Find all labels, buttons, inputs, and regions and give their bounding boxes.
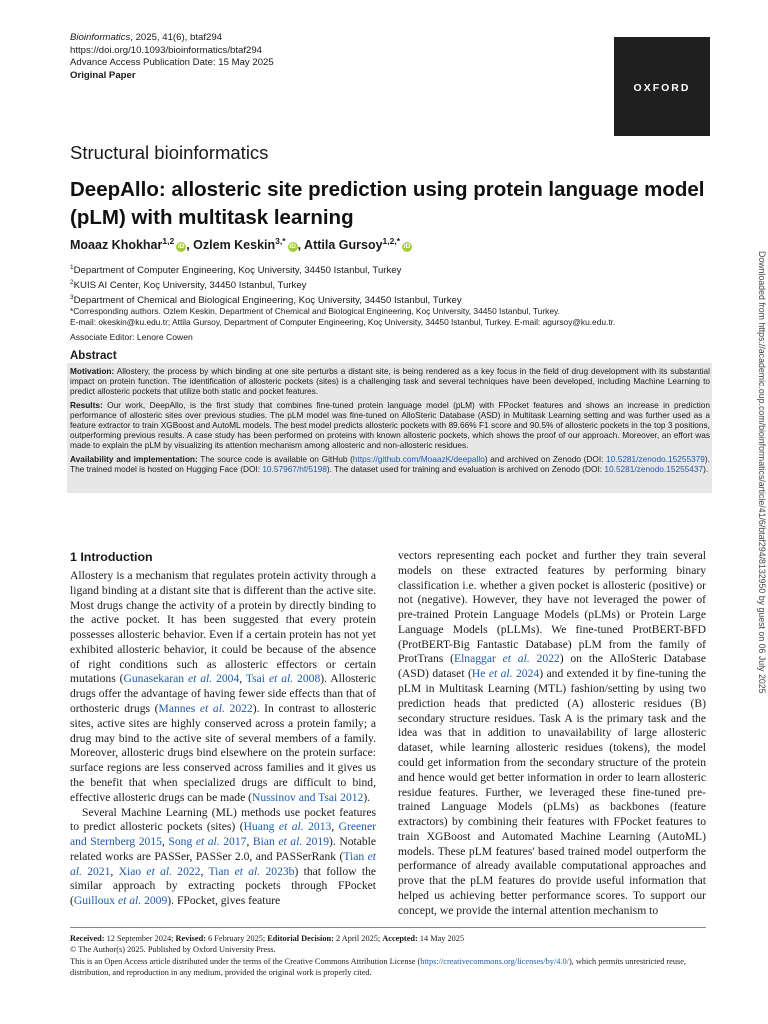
abstract-body bbox=[70, 366, 710, 477]
citation-link[interactable]: Huang et al. 2013 bbox=[243, 820, 332, 834]
abstract-availability: Availability and implementation: The source code is available on GitHub (https://github.com/MoaazK/deepallo) and archived on Zenodo (DOI: 10.5281/zenodo.15255379). The trained model is hosted on Hugging Face (DOI: 10.57967/hf/5198). The dataset used for training and evaluation is archived on Zenodo (DOI: 10.5281/zenodo.15255437). bbox=[70, 453, 710, 474]
body-column-right bbox=[398, 549, 706, 919]
author-name[interactable]: Moaaz Khokhar bbox=[70, 238, 163, 253]
doi-link[interactable]: https://doi.org/10.1093/bioinformatics/btaf294 bbox=[70, 44, 262, 56]
corresponding-authors bbox=[70, 306, 710, 328]
affiliation-item: $^2$KUIS AI Center, Koç University, 34450 Istanbul, Turkey bbox=[70, 279, 307, 292]
affiliation-item: $^1$Department of Computer Engineering, Koç University, 34450 Istanbul, Turkey bbox=[70, 264, 402, 277]
footer-divider bbox=[70, 927, 706, 928]
body-column-left bbox=[70, 549, 376, 909]
oxford-logo bbox=[614, 37, 710, 136]
affiliations bbox=[70, 262, 710, 308]
correspondence-line: E-mail: okeskin@ku.edu.tr; Attila Gursoy, Department of Computer Engineering, Koç University, 34450 Istanbul, Turkey. E-mail: agursoy@ku.edu.tr. bbox=[70, 316, 616, 327]
body-paragraph: vectors representing each pocket and further they train several models on these extracted features by performing binary classification i.e. whether a given pocket is allosteric (positive) or not (negative). However, they have not leveraged the power of pre-trained Protein Language Models (pLMs) or Protein Large Language Models (pLLMs). We fine-tuned ProtBERT-BFD (ProtBERT-Big Fantastic Database) pLM from the family of ProtTrans (Elnaggar et al. 2022) on the AlloSteric Database (ASD) dataset (He et al. 2024) and extended it by fine-tuning the pLM in Multitask Learning (MTL) fashion/setting by using two prediction heads that predicted (A) allosteric residues (B) secondary structure residues. Task A is the primary task and the idea was that in addition to unavailability of large allosteric dataset, while learning allosteric residues (tokens), the model could get information from the secondary structure of the protein and hence would get better information in order to learn allosteric residue features. Further, we leveraged these fine-tuned pre-trained Language Models (pLMs) as backbones (feature extractors) by combining their features with FPocket features to train XGBoost and Automated Machine Learning (AutoML) models. These pLM features' based trained model outperform the performance of already available computational approaches and prove that the pLM features do provide useful information that helped us achieving better performance scores. To support our concept, we provide the internal attention mechanism to bbox=[398, 549, 707, 917]
citation-link[interactable]: Mannes et al. 2022 bbox=[158, 702, 253, 716]
paper-type: Original Paper bbox=[70, 69, 136, 81]
orcid-icon[interactable]: iD bbox=[177, 243, 185, 251]
introduction-heading: 1 Introduction bbox=[70, 550, 153, 564]
section-label: Structural bioinformatics bbox=[70, 142, 269, 163]
author-name[interactable]: Attila Gursoy bbox=[304, 238, 383, 253]
journal-citation bbox=[70, 32, 470, 45]
correspondence-line: *Corresponding authors. Ozlem Keskin, Department of Chemical and Biological Engineering, Koç University, 34450 Istanbul, Turkey. bbox=[70, 306, 560, 316]
oxford-logo-text: OXFORD bbox=[633, 82, 691, 94]
citation-link[interactable]: Gunasekaran et al. 2004 bbox=[123, 672, 240, 686]
author-affiliation-sup: 1,2 bbox=[162, 236, 175, 246]
download-watermark: Downloaded from https://academic.oup.com/bioinformatics/article/41/6/btaf294/8132950 by guest on 06 July 2025 bbox=[757, 251, 767, 694]
author-name[interactable]: Ozlem Keskin bbox=[193, 238, 276, 253]
citation-link[interactable]: Nussinov and Tsai 2012 bbox=[251, 790, 364, 804]
article-title: DeepAllo: allosteric site prediction using protein language model (pLM) with multitask learning bbox=[70, 178, 705, 229]
citation-link[interactable]: Guilloux et al. 2009 bbox=[73, 894, 168, 908]
github-link[interactable]: https://github.com/MoaazK/deepallo bbox=[352, 453, 485, 464]
publication-dates: Received: 12 September 2024; Revised: 6 February 2025; Editorial Decision: 2 April 2025; Accepted: 14 May 2025 bbox=[70, 934, 465, 943]
abstract-results: Results: Our work, DeepAllo, is the first study that combines fine-tuned protein language model (pLM) with FPocket features and shows an increase in prediction performance of allosteric sites over previous studies. The pLM model was fine-tuned on AlloSteric Database (ASD) in Multitask Learning setting and was further used as a feature extractor to train XGBoost and AutoML models. The best model predicts allosteric pockets with 89.66% F1 score and 90.5% of allosteric pockets in the top 3 positions, outperforming previous results. A case study has been performed on proteins with known allosteric pockets, which shows the proof of our approach. Moreover, an effort was made to explain the pLM by visualizing its attention mechanism among allosteric and non-allosteric residues. bbox=[70, 399, 710, 451]
author-list: Moaaz Khokhar$^{1,2}$iD , Ozlem Keskin$^{3,*}$iD , Attila Gursoy$^{1,2,*}$iD bbox=[70, 236, 411, 253]
author-affiliation-sup: 3,* bbox=[275, 236, 286, 246]
citation-link[interactable]: Tian et al. 2023b bbox=[208, 864, 295, 878]
journal-name: Bioinformatics bbox=[70, 32, 131, 43]
citation-link[interactable]: Tian et al. 2021 bbox=[70, 849, 376, 878]
affiliation-item: $^3$Department of Chemical and Biological Engineering, Koç University, 34450 Istanbul, Turkey bbox=[70, 294, 462, 307]
body-paragraph: Allostery is a mechanism that regulates protein activity through a ligand binding at a distant site that is different than the active site. Most drugs change the activity of a protein by directly binding to the active pocket. It has been suggested that every protein possesses allosteric behavior. Even if a certain protein has not yet exhibited allosteric behavior, it could be because of the absence of right conditions such as allosteric effectors or certain mutations (Gunasekaran et al. 2004, Tsai et al. 2008). Allosteric drugs offer the advantage of having fewer side effects than that of orthosteric drugs (Mannes et al. 2022). In contrast to allosteric sites, active sites are highly conserved across a protein family; a drug may bind to the active site of several members of a family. Moreover, allosteric drugs bind elsewhere on the protein surface: surface regions are less conserved across families and it gives us the benefit that when specialized drugs are difficult to bind, effective allosteric drugs can be made (Nussinov and Tsai 2012). bbox=[70, 569, 376, 804]
article-footer bbox=[70, 933, 710, 979]
body-paragraph: Several Machine Learning (ML) methods use pocket features to predict allosteric pockets (sites) (Huang et al. 2013, Greener and Sternberg 2015, Song et al. 2017, Bian et al. 2019). Notable related works are PASSer, PASSer 2.0, and PASSerRank (Tian et al. 2021, Xiao et al. 2022, Tian et al. 2023b) that follow the similar approach by extracting pockets through FPocket (Guilloux et al. 2009). FPocket, gives feature bbox=[70, 805, 377, 908]
citation-link[interactable]: Greener and Sternberg 2015 bbox=[70, 820, 376, 849]
citation-volume: , 2025, 41(6), btaf294 bbox=[130, 32, 222, 43]
citation-link[interactable]: Xiao et al. 2022 bbox=[118, 864, 201, 878]
article-header-meta bbox=[70, 32, 470, 82]
citation-link[interactable]: Elnaggar et al. 2022 bbox=[453, 652, 560, 666]
citation-link[interactable]: Tsai et al. 2008 bbox=[245, 672, 321, 686]
citation-link[interactable]: He et al. 2024 bbox=[471, 667, 540, 681]
citation-link[interactable]: Song et al. 2017 bbox=[168, 835, 247, 849]
citation-link[interactable]: Bian et al. 2019 bbox=[252, 835, 329, 849]
license-link[interactable]: https://creativecommons.org/licenses/by/4.0/ bbox=[420, 956, 569, 966]
license-notice: This is an Open Access article distributed under the terms of the Creative Commons Attribution License (https://creativecommons.org/licenses/by/4.0/), which permits unrestricted reuse, distribution, and reproduction in any medium, provided the original work is properly cited. bbox=[70, 956, 686, 978]
associate-editor: Associate Editor: Lenore Cowen bbox=[70, 332, 193, 342]
huggingface-doi-link[interactable]: 10.57967/hf/5198 bbox=[262, 463, 327, 474]
zenodo-dataset-doi-link[interactable]: 10.5281/zenodo.15255437 bbox=[604, 463, 704, 474]
copyright-notice: © The Author(s) 2025. Published by Oxford University Press. bbox=[70, 945, 276, 955]
zenodo-code-doi-link[interactable]: 10.5281/zenodo.15255379 bbox=[606, 453, 705, 464]
abstract-heading: Abstract bbox=[70, 350, 117, 362]
orcid-icon[interactable]: iD bbox=[289, 243, 296, 251]
advance-access-date: Advance Access Publication Date: 15 May 2025 bbox=[70, 57, 274, 69]
abstract-motivation: Motivation: Allostery, the process by which binding at one site perturbs a distant site, is being rendered as a key focus in the field of drug development with its substantial impact on protein function. The identification of allosteric pockets (sites) is a challenging task and several techniques have been developed, including Machine Learning to predict allosteric pockets that utilize both static and pocket features. bbox=[70, 366, 710, 397]
orcid-icon[interactable]: iD bbox=[403, 243, 411, 251]
author-affiliation-sup: 1,2,* bbox=[382, 236, 401, 246]
